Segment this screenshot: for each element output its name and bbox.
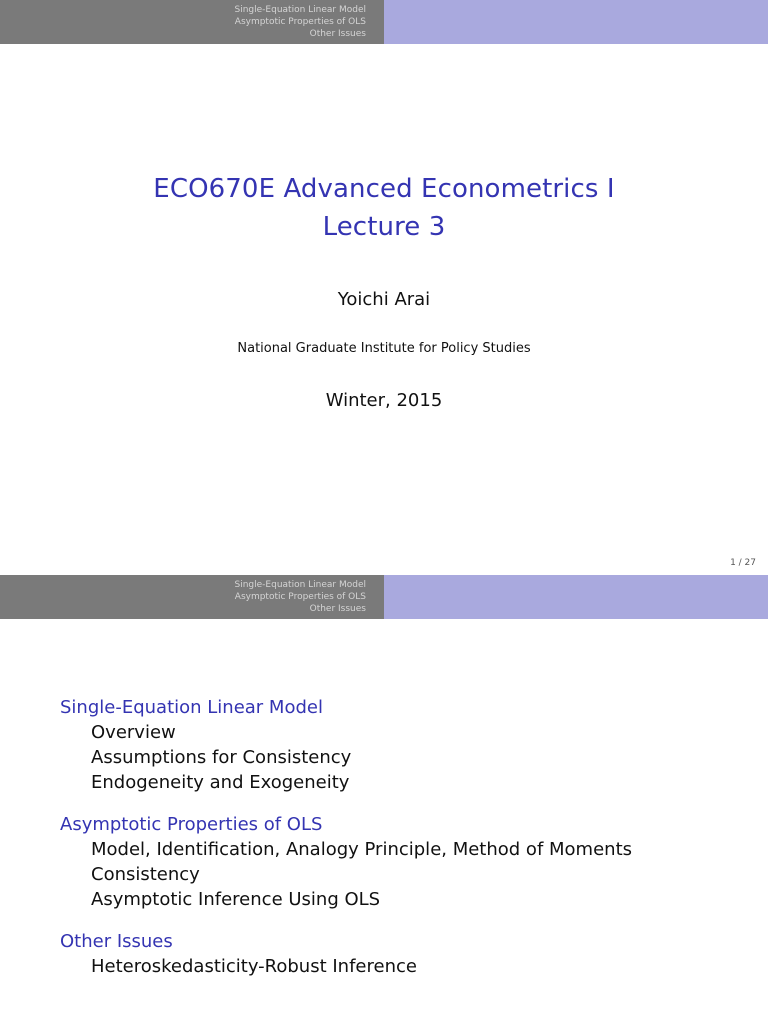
header-nav-item[interactable]: Other Issues xyxy=(309,29,366,39)
header-nav xyxy=(0,575,384,619)
header-nav-item[interactable]: Other Issues xyxy=(309,604,366,614)
slide-header xyxy=(0,575,768,619)
header-band xyxy=(384,0,768,44)
toc-section xyxy=(60,812,750,912)
toc-subsection[interactable]: Consistency xyxy=(91,864,200,885)
header-nav xyxy=(0,0,384,44)
toc-subsection[interactable]: Overview xyxy=(91,722,176,743)
header-nav-item[interactable]: Asymptotic Properties of OLS xyxy=(234,592,366,602)
toc-subsection[interactable]: Heteroskedasticity-Robust Inference xyxy=(91,956,417,977)
toc-section xyxy=(60,695,750,795)
toc-subsection[interactable]: Assumptions for Consistency xyxy=(91,747,352,768)
header-nav-item[interactable]: Asymptotic Properties of OLS xyxy=(234,17,366,27)
toc-section-title[interactable]: Single-Equation Linear Model xyxy=(60,697,323,718)
institute-name: National Graduate Institute for Policy Studies xyxy=(237,341,531,356)
page-number: 1 / 27 xyxy=(730,558,756,568)
toc-section-title[interactable]: Other Issues xyxy=(60,931,173,952)
toc-subsection[interactable]: Model, Identification, Analogy Principle, Method of Moments xyxy=(91,839,633,860)
author-name: Yoichi Arai xyxy=(337,289,431,310)
presentation-title xyxy=(0,170,768,246)
toc-subsection[interactable]: Endogeneity and Exogeneity xyxy=(91,772,350,793)
title-line: ECO670E Advanced Econometrics I xyxy=(153,174,615,204)
toc-section-title[interactable]: Asymptotic Properties of OLS xyxy=(60,814,323,835)
toc-subsection[interactable]: Asymptotic Inference Using OLS xyxy=(91,889,381,910)
slide-header xyxy=(0,0,768,44)
table-of-contents xyxy=(60,695,750,996)
outline-slide xyxy=(0,575,768,1024)
header-nav-item[interactable]: Single-Equation Linear Model xyxy=(234,5,366,15)
title-line: Lecture 3 xyxy=(322,212,446,242)
toc-section xyxy=(60,929,750,979)
header-nav-item[interactable]: Single-Equation Linear Model xyxy=(234,580,366,590)
presentation-date: Winter, 2015 xyxy=(325,390,443,411)
header-band xyxy=(384,575,768,619)
